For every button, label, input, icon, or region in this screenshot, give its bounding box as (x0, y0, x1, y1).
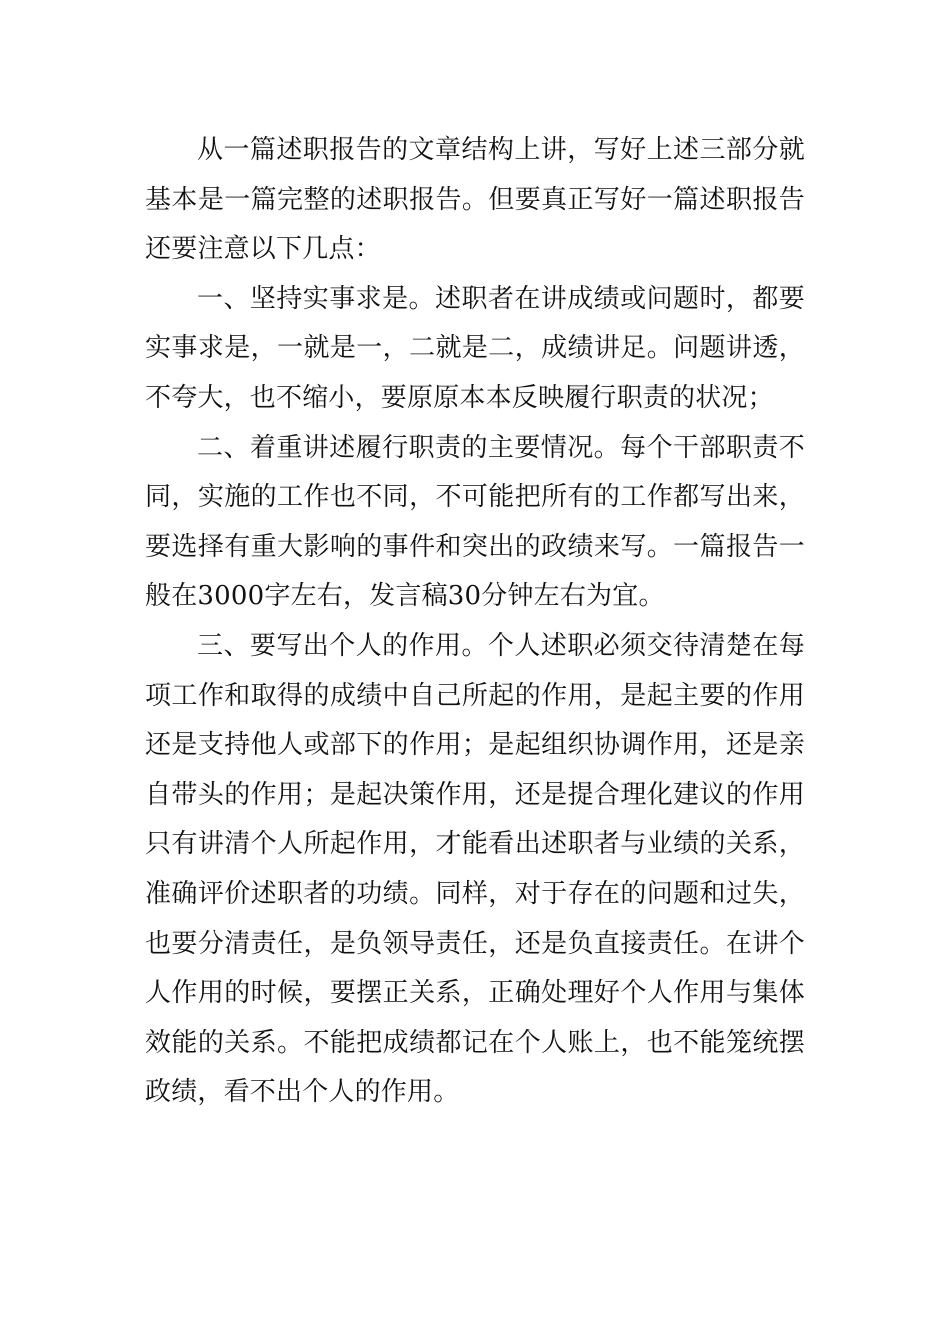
paragraph-point-two: 二、着重讲述履行职责的主要情况。每个干部职责不同，实施的工作也不同，不可能把所有的工作都写出来，要选择有重大影响的事件和突出的政绩来写。一篇报告一般在3000字左右，发言稿30分钟左右为宜。 (145, 432, 805, 612)
paragraph-intro: 从一篇述职报告的文章结构上讲，写好上述三部分就基本是一篇完整的述职报告。但要真正写好一篇述职报告还要注意以下几点： (145, 135, 805, 265)
document-page (145, 126, 805, 1118)
paragraph-point-three: 三、要写出个人的作用。个人述职必须交待清楚在每项工作和取得的成绩中自己所起的作用，是起主要的作用还是支持他人或部下的作用；是起组织协调作用，还是亲自带头的作用；是起决策作用，还是提合理化建议的作用只有讲清个人所起作用，才能看出述职者与业绩的关系，准确评价述职者的功绩。同样，对于存在的问题和过失，也要分清责任，是负领导责任，还是负直接责任。在讲个人作用的时候，要摆正关系，正确处理好个人作用与集体效能的关系。不能把成绩都记在个人账上，也不能笼统摆政绩，看不出个人的作用。 (145, 630, 805, 1108)
paragraph-point-one: 一、坚持实事求是。述职者在讲成绩或问题时，都要实事求是，一就是一，二就是二，成绩讲足。问题讲透，不夸大，也不缩小，要原原本本反映履行职责的状况； (145, 283, 805, 413)
